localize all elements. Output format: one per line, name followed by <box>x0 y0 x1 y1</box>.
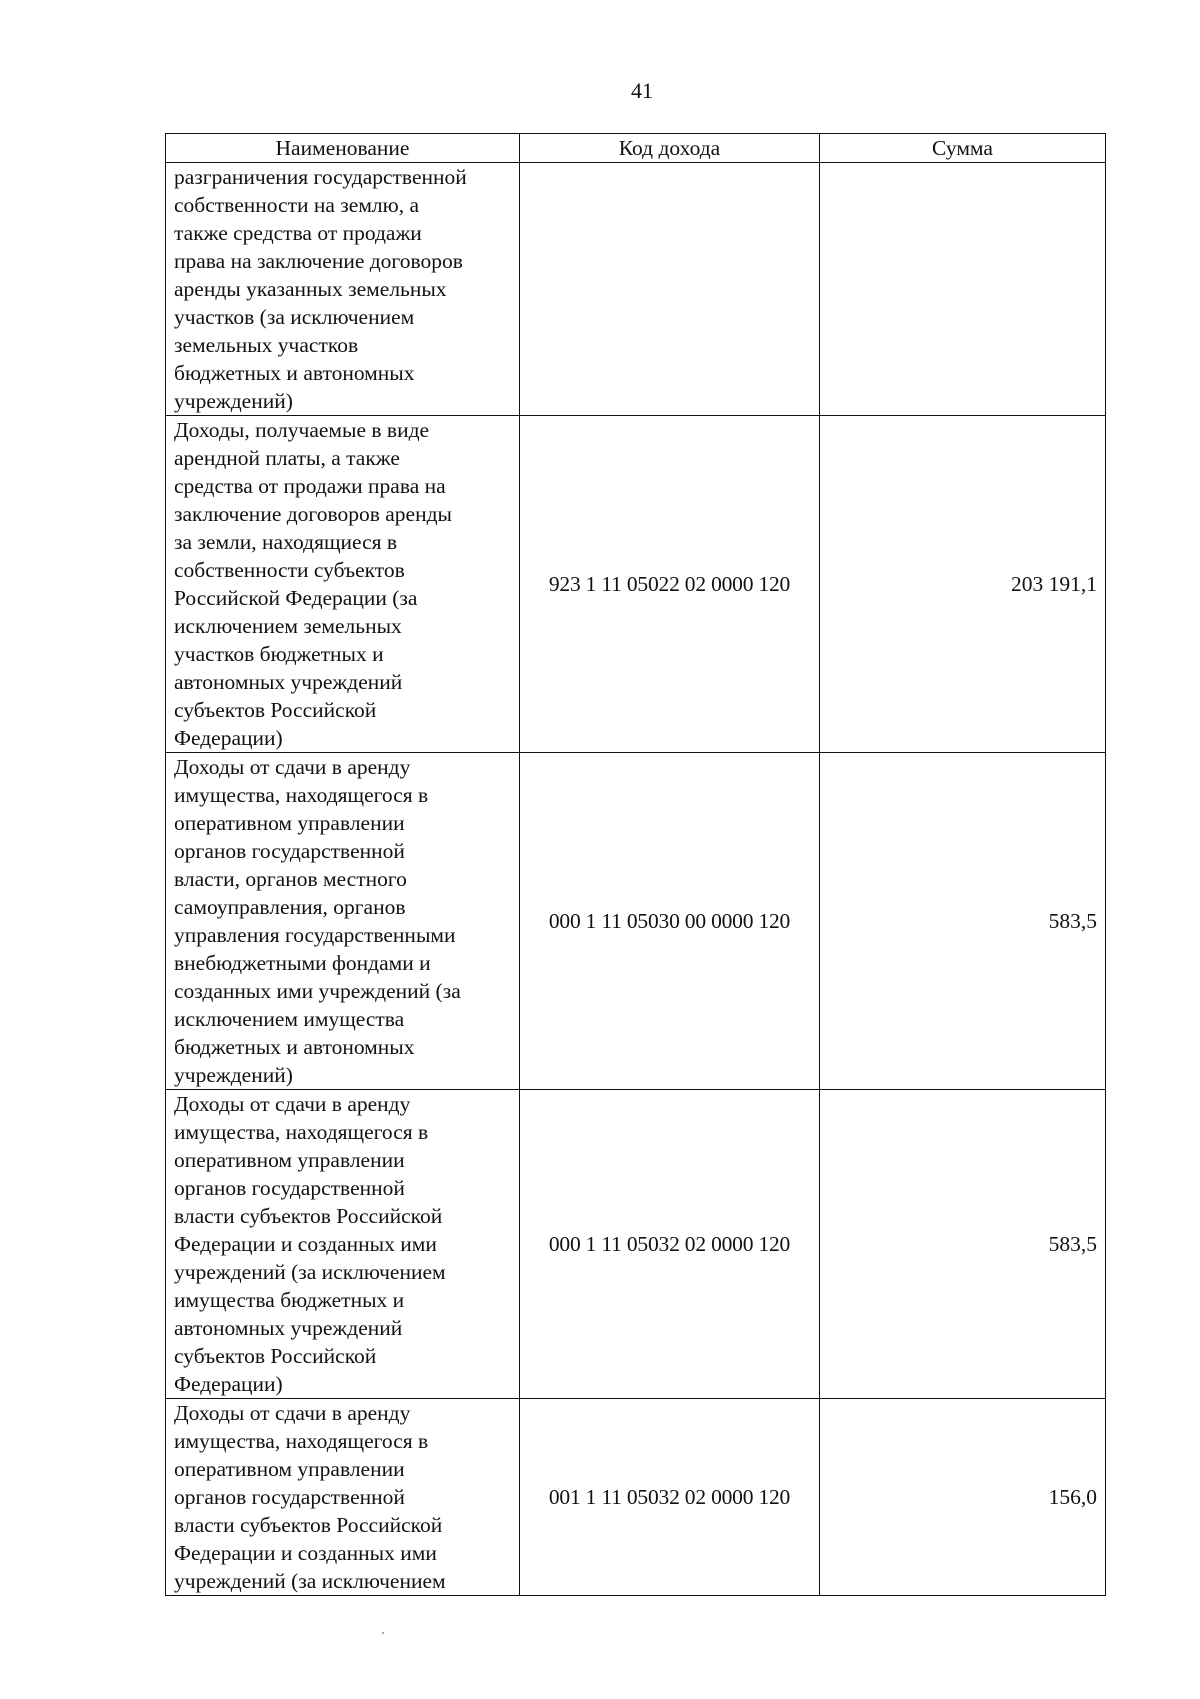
revenue-table <box>165 133 1106 1596</box>
table-header-row <box>166 134 1106 163</box>
row-sum-cell: 583,5 <box>820 753 1106 1090</box>
header-name: Наименование <box>166 134 520 163</box>
row-name-cell: разграничения государственной собственности на землю, а также средства от продажи права на заключение договоров аренды указанных земельных участков (за исключением земельных участков бюджетных и автономных учреждений) <box>166 163 520 416</box>
header-code: Код дохода <box>520 134 820 163</box>
row-code-cell: 000 1 11 05032 02 0000 120 <box>520 1090 820 1399</box>
row-sum-cell: 156,0 <box>820 1399 1106 1596</box>
row-name-cell: Доходы от сдачи в аренду имущества, находящегося в оперативном управлении органов государственной власти субъектов Российской Федерации и созданных ими учреждений (за исключением <box>166 1399 520 1596</box>
row-code-cell: 001 1 11 05032 02 0000 120 <box>520 1399 820 1596</box>
row-code-cell: 923 1 11 05022 02 0000 120 <box>520 416 820 753</box>
scan-artifact-dot <box>382 1632 384 1634</box>
row-name-cell: Доходы, получаемые в виде арендной платы, а также средства от продажи права на заключение договоров аренды за земли, находящиеся в собственности субъектов Российской Федерации (за исключением земельных участков бюджетных и автономных учреждений субъектов Российской Федерации) <box>166 416 520 753</box>
table-row <box>166 163 1106 416</box>
header-sum: Сумма <box>820 134 1106 163</box>
row-name-cell: Доходы от сдачи в аренду имущества, находящегося в оперативном управлении органов государственной власти, органов местного самоуправления, органов управления государственными внебюджетными фондами и созданных ими учреждений (за исключением имущества бюджетных и автономных учреждений) <box>166 753 520 1090</box>
row-name-cell: Доходы от сдачи в аренду имущества, находящегося в оперативном управлении органов государственной власти субъектов Российской Федерации и созданных ими учреждений (за исключением имущества бюджетных и автономных учреждений субъектов Российской Федерации) <box>166 1090 520 1399</box>
table-row <box>166 1399 1106 1596</box>
row-sum-cell <box>820 163 1106 416</box>
row-code-cell <box>520 163 820 416</box>
row-sum-cell: 203 191,1 <box>820 416 1106 753</box>
row-code-cell: 000 1 11 05030 00 0000 120 <box>520 753 820 1090</box>
table-row <box>166 753 1106 1090</box>
page-number: 41 <box>631 78 653 103</box>
row-sum-cell: 583,5 <box>820 1090 1106 1399</box>
table-row <box>166 1090 1106 1399</box>
table-row <box>166 416 1106 753</box>
